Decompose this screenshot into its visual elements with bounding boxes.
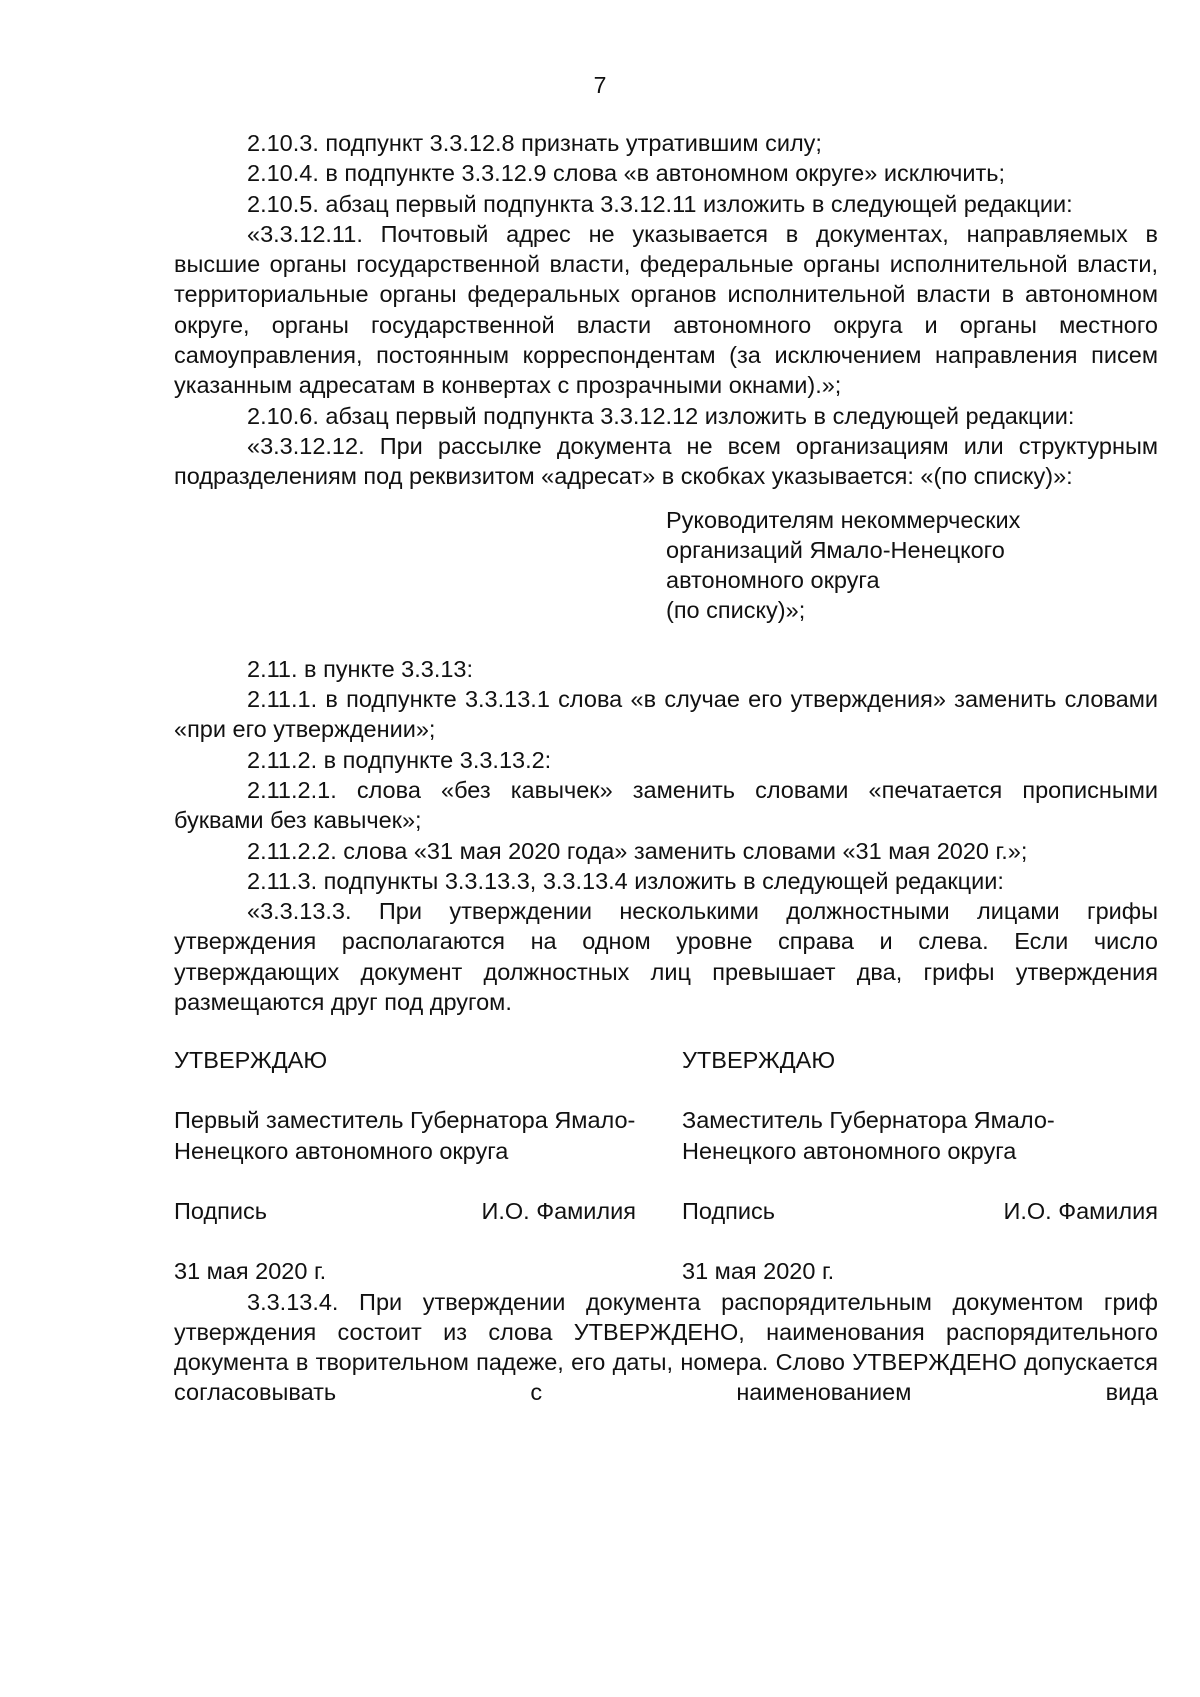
paragraph-2-11-3: 2.11.3. подпункты 3.3.13.3, 3.3.13.4 изложить в следующей редакции: [247,867,1004,894]
approve-word: УТВЕРЖДАЮ [682,1047,836,1074]
addressee-block [666,505,1158,626]
approval-date: 31 мая 2020 г. [682,1258,835,1285]
addressee-line: организаций Ямало-Ненецкого [666,536,1005,563]
document-body [174,128,1158,1408]
spacer [174,626,1158,654]
quote-3-3-12-11: «3.3.12.11. Почтовый адрес не указывается в документах, направляемых в высшие органы государственной власти, федеральные органы исполнительной власти, территориальные органы федеральных органов исполнительной власти в автономном округе, органы государственной власти автономного округа и органы местного самоуправления, постоянным корреспондентам (за исключением направления писем указанным адресатам в конвертах с прозрачными окнами).»; [174,220,1158,399]
approver-position: Заместитель Губернатора Ямало-Ненецкого автономного округа [682,1107,1055,1164]
signature-row [682,1196,1158,1226]
approval-stamps [174,1045,1158,1286]
approver-position: Первый заместитель Губернатора Ямало-Ненецкого автономного округа [174,1107,636,1164]
approval-stamp-right [682,1045,1158,1286]
addressee-line: автономного округа [666,567,880,594]
quote-3-3-13-4: 3.3.13.4. При утверждении документа распорядительным документом гриф утверждения состоит из слова УТВЕРЖДЕНО, наименования распорядительного документа в творительном падеже, его даты, номера. Слово УТВЕРЖДЕНО допускается согласовывать с наименованием вида [174,1288,1158,1406]
addressee-line: Руководителям некоммерческих [666,506,1021,533]
approval-date: 31 мая 2020 г. [174,1258,327,1285]
paragraph-2-10-6: 2.10.6. абзац первый подпункта 3.3.12.12 изложить в следующей редакции: [247,402,1075,429]
approval-stamp-left [174,1045,666,1286]
signature-label: Подпись [682,1197,776,1224]
paragraph-2-10-4: 2.10.4. в подпункте 3.3.12.9 слова «в автономном округе» исключить; [247,160,1005,187]
paragraph-2-11-2: 2.11.2. в подпункте 3.3.13.2: [247,746,552,773]
paragraph-2-10-3: 2.10.3. подпункт 3.3.12.8 признать утратившим силу; [247,130,822,156]
paragraph-2-11-1: 2.11.1. в подпункте 3.3.13.1 слова «в случае его утверждения» заменить словами «при его утверждении»; [174,686,1158,743]
quote-3-3-13-3: «3.3.13.3. При утверждении несколькими должностными лицами грифы утверждения располагаются на одном уровне справа и слева. Если число утверждающих документ должностных лиц превышает два, грифы утверждения размещаются друг под другом. [174,898,1158,1016]
paragraph-2-11-2-1: 2.11.2.1. слова «без кавычек» заменить словами «печатается прописными буквами без кавычек»; [174,776,1158,834]
signature-label: Подпись [174,1197,268,1224]
quote-3-3-12-12: «3.3.12.12. При рассылке документа не всем организациям или структурным подразделениям под реквизитом «адресат» в скобках указывается: «(по списку)»: [174,432,1158,490]
page-number: 7 [593,72,607,98]
approver-name: И.О. Фамилия [481,1197,636,1224]
paragraph-2-11-2-2: 2.11.2.2. слова «31 мая 2020 года» заменить словами «31 мая 2020 г.»; [247,837,1028,864]
approve-word: УТВЕРЖДАЮ [174,1047,328,1074]
paragraph-2-10-5: 2.10.5. абзац первый подпункта 3.3.12.11 изложить в следующей редакции: [247,190,1073,217]
signature-row [174,1196,666,1226]
paragraph-2-11: 2.11. в пункте 3.3.13: [247,655,474,682]
addressee-line: (по списку)»; [666,597,806,624]
approver-name: И.О. Фамилия [1003,1197,1158,1224]
